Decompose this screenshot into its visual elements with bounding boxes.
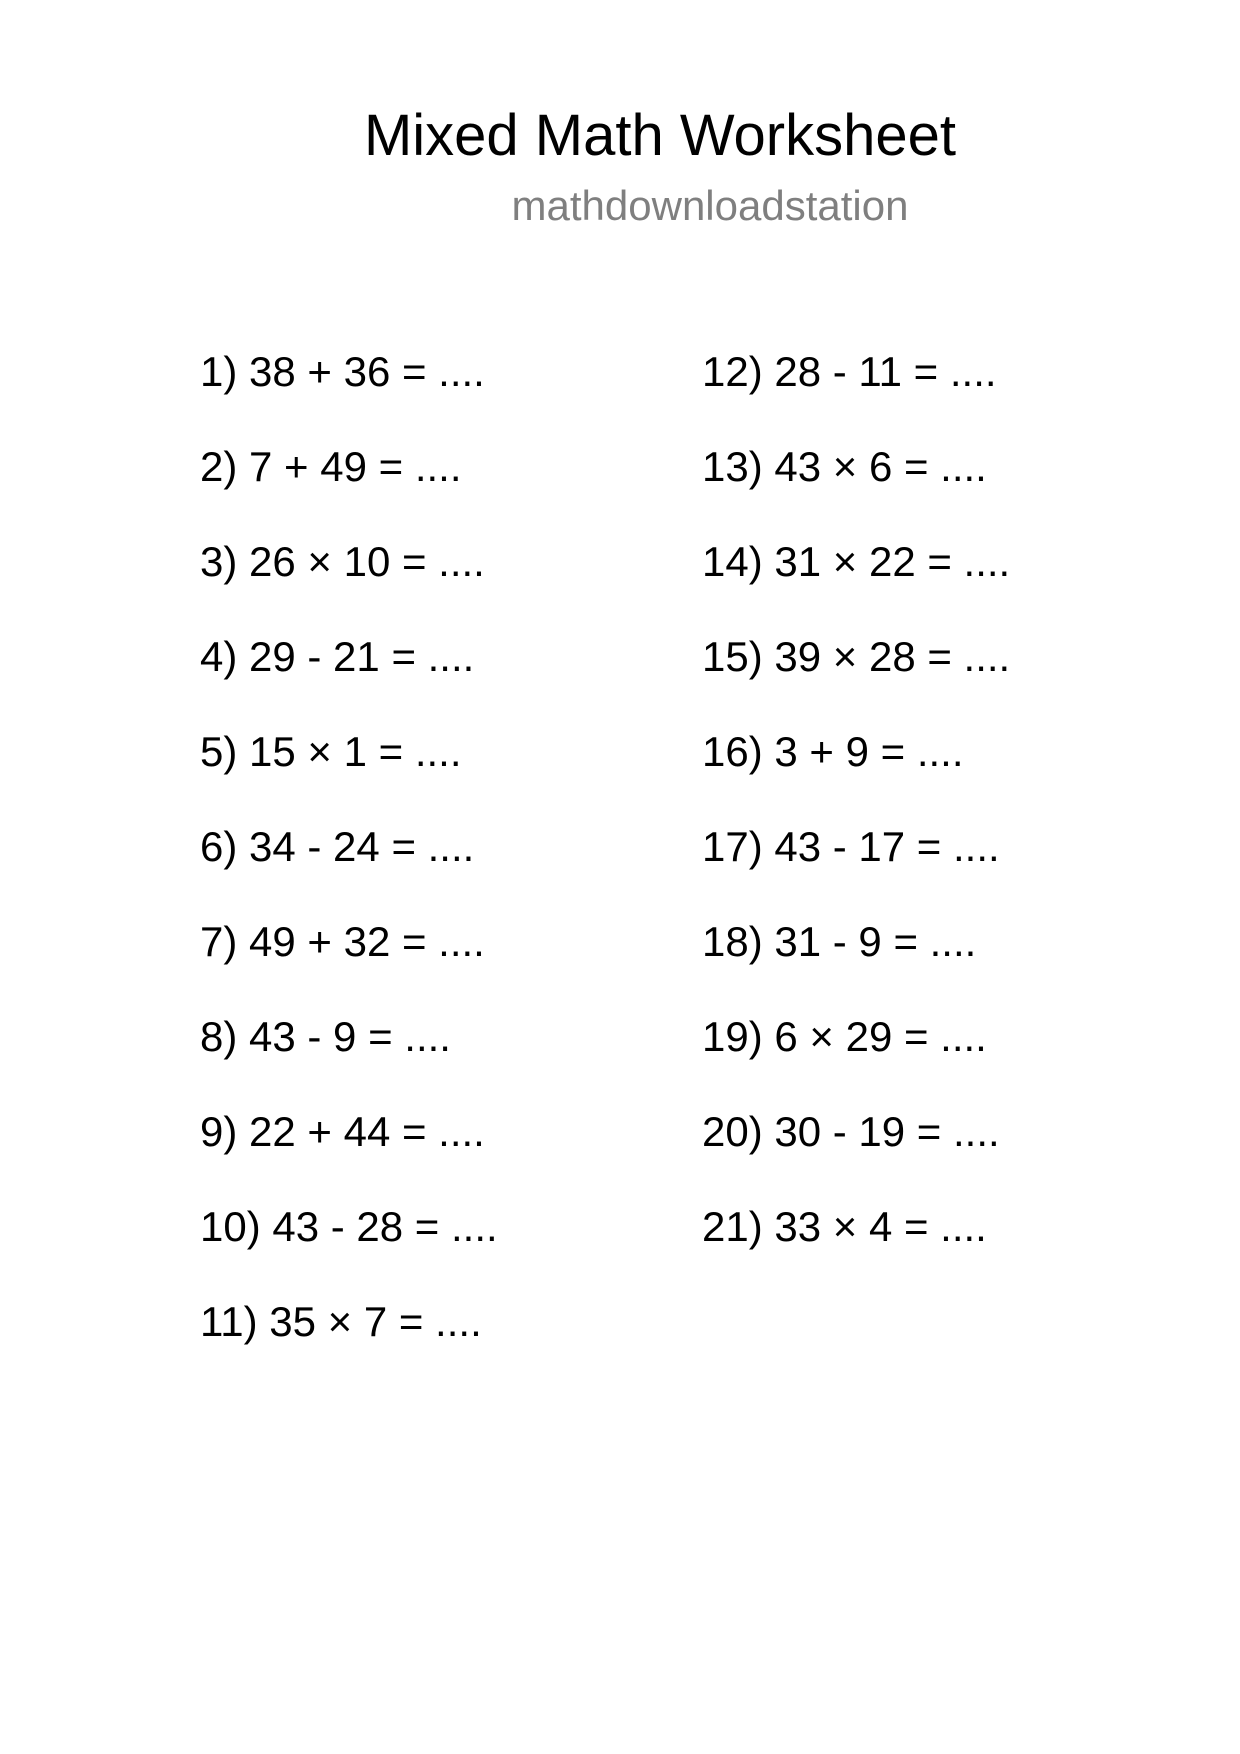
- problem-8: 8) 43 - 9 = ....: [200, 1013, 451, 1060]
- problem-21: 21) 33 × 4 = ....: [702, 1203, 987, 1250]
- problem-column-left: [200, 344, 498, 1389]
- problem-2: 2) 7 + 49 = ....: [200, 443, 462, 490]
- worksheet-subtitle: mathdownloadstation: [511, 182, 909, 229]
- problem-7: 7) 49 + 32 = ....: [200, 918, 485, 965]
- problem-4: 4) 29 - 21 = ....: [200, 633, 475, 680]
- problem-16: 16) 3 + 9 = ....: [702, 728, 964, 775]
- problem-11: 11) 35 × 7 = ....: [200, 1298, 482, 1345]
- problem-column-right: [702, 344, 1010, 1294]
- problem-9: 9) 22 + 44 = ....: [200, 1108, 485, 1155]
- problem-10: 10) 43 - 28 = ....: [200, 1203, 498, 1250]
- problem-15: 15) 39 × 28 = ....: [702, 633, 1011, 680]
- problem-12: 12) 28 - 11 = ....: [702, 348, 997, 395]
- problem-6: 6) 34 - 24 = ....: [200, 823, 475, 870]
- problem-20: 20) 30 - 19 = ....: [702, 1108, 1000, 1155]
- problem-17: 17) 43 - 17 = ....: [702, 823, 1000, 870]
- problem-5: 5) 15 × 1 = ....: [200, 728, 462, 775]
- problem-18: 18) 31 - 9 = ....: [702, 918, 977, 965]
- worksheet-title: Mixed Math Worksheet: [363, 103, 957, 168]
- problem-13: 13) 43 × 6 = ....: [702, 443, 987, 490]
- problem-14: 14) 31 × 22 = ....: [702, 538, 1011, 585]
- problem-3: 3) 26 × 10 = ....: [200, 538, 485, 585]
- problem-19: 19) 6 × 29 = ....: [702, 1013, 987, 1060]
- problem-1: 1) 38 + 36 = ....: [200, 348, 485, 395]
